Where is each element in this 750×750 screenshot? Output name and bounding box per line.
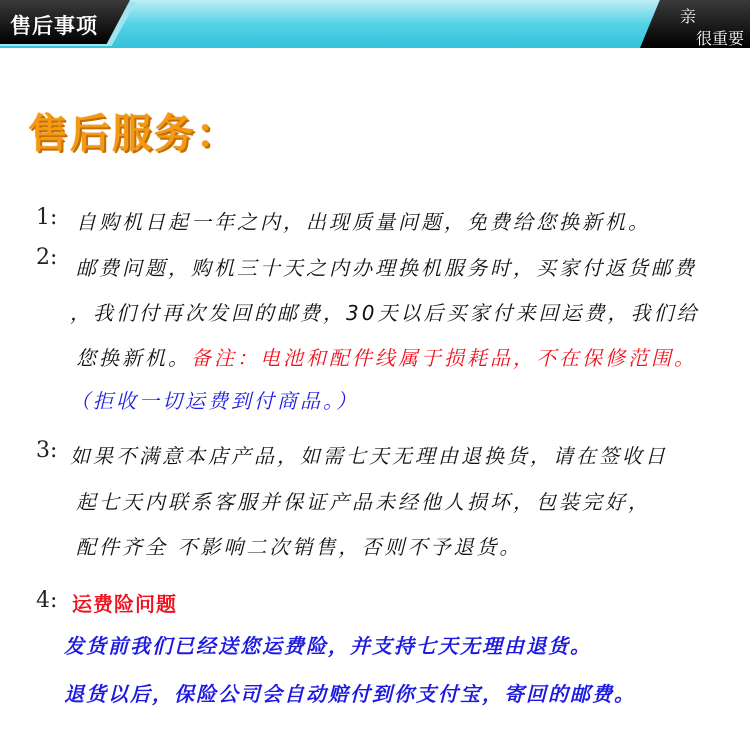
item-2-line-3-wrap <box>76 342 697 371</box>
item-3-line-2: 起七天内联系客服并保证产品未经他人损坏，包装完好， <box>76 490 651 514</box>
item-2-line-3: 您换新机。 <box>76 346 191 370</box>
item-4-line-1: 发货前我们已经送您运费险，并支持七天无理由退货。 <box>64 634 592 658</box>
item-1-line-1: 自购机日起一年之内，出现质量问题，免费给您换新机。 <box>76 210 651 234</box>
item-2-line-1: 邮费问题，购机三十天之内办理换机服务时，买家付返货邮费 <box>76 256 697 280</box>
item-3-line-3: 配件齐全 不影响二次销售，否则不予退货。 <box>76 535 523 559</box>
item-4-number: 4: <box>36 588 58 613</box>
header-banner <box>0 0 750 48</box>
item-3-line-1: 如果不满意本店产品，如需七天无理由退换货，请在签收日 <box>70 444 668 468</box>
header-right-line1: 亲 <box>680 7 697 26</box>
item-2-number: 2: <box>36 245 58 270</box>
header-title: 售后事项 <box>10 14 98 38</box>
item-4-line-2: 退货以后，保险公司会自动赔付到你支付宝，寄回的邮费。 <box>64 682 636 706</box>
item-2-sub-note: （拒收一切运费到付商品。） <box>70 389 359 413</box>
item-2-line-2: ，我们付再次发回的邮费，30天以后买家付来回运费，我们给 <box>70 301 700 325</box>
section-title: 售后服务： <box>28 111 238 157</box>
header-right-line2: 很重要 <box>696 29 745 48</box>
item-2-note: 备注：电池和配件线属于损耗品，不在保修范围。 <box>191 346 697 370</box>
item-1-number: 1: <box>36 205 58 230</box>
item-3-number: 3: <box>36 438 58 463</box>
item-4-heading: 运费险问题 <box>72 592 177 616</box>
